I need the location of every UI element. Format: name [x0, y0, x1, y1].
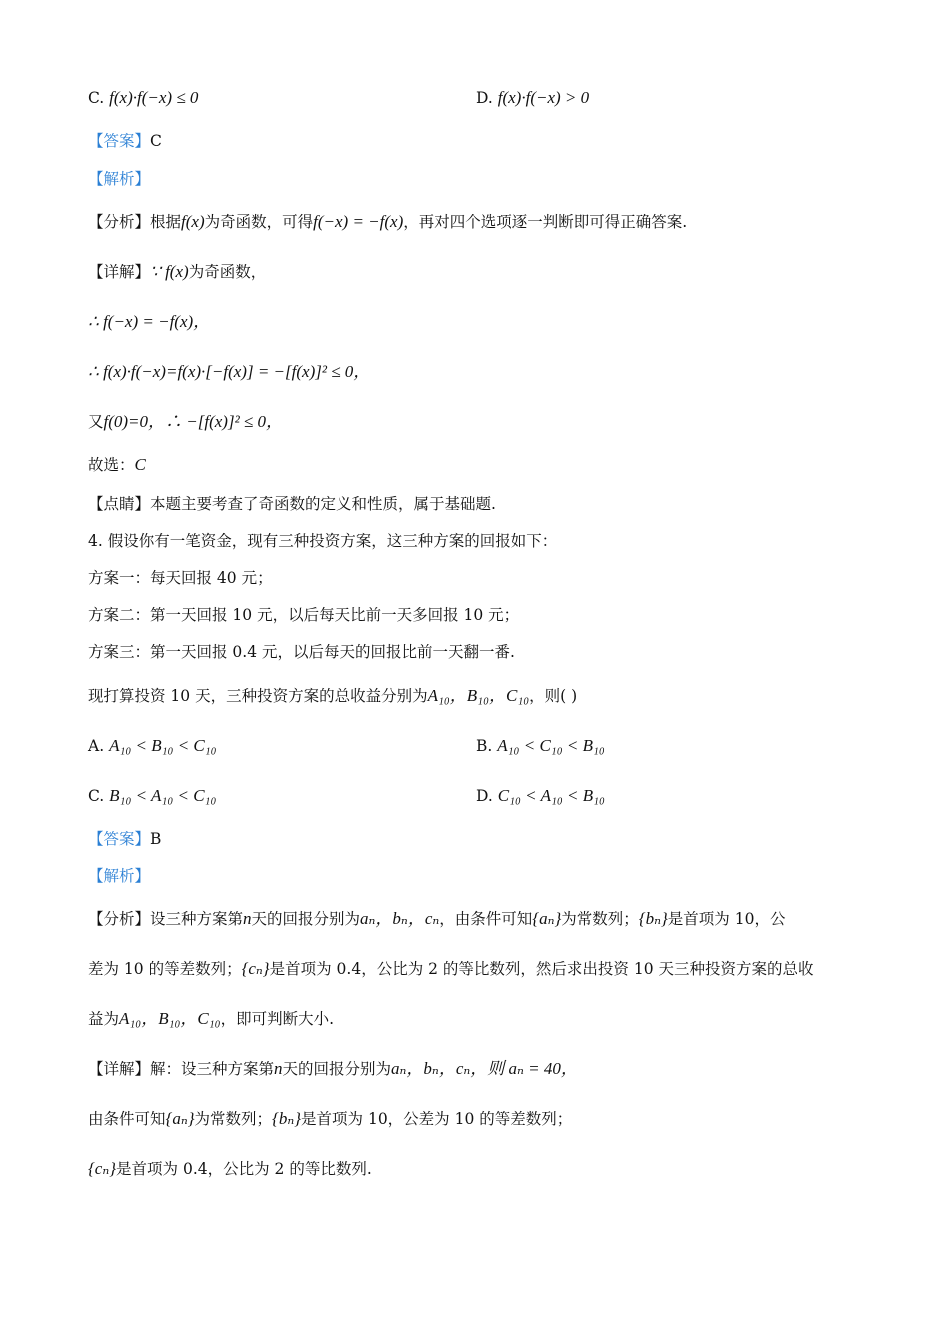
q4-xiangjie-line3	[88, 1157, 372, 1181]
answer-value: B	[150, 830, 162, 848]
math: n	[243, 909, 252, 928]
text: 为奇函数，	[188, 263, 267, 281]
option-label: A.	[88, 737, 105, 755]
option-math: B₁₀ < A₁₀ < C₁₀	[109, 786, 217, 805]
text: 是首项为 0.4，公比为 2 的等比数列，然后求出投资 10 天三种投资方案的总收	[269, 960, 814, 978]
option-math: A₁₀ < B₁₀ < C₁₀	[109, 736, 217, 755]
q3-dianjing	[88, 492, 496, 516]
q3-answer	[88, 129, 162, 153]
text: 益为	[88, 1010, 120, 1028]
q4-plan1: 方案一：每天回报 40 元；	[88, 569, 273, 587]
option-math: f(x)·f(−x) > 0	[497, 88, 590, 107]
answer-value: C	[150, 132, 162, 150]
q4-xiangjie-line2	[88, 1107, 572, 1131]
text: 又	[88, 413, 104, 431]
text: 天的回报分别为	[282, 1060, 392, 1078]
text: 差为 10 的等差数列；	[88, 960, 242, 978]
text: 是首项为 10，公差为 10 的等差数列；	[301, 1110, 573, 1128]
math: A₁₀，B₁₀，C₁₀	[427, 686, 530, 705]
q4-fenxi-line1	[88, 907, 785, 931]
q4-stem: 4. 假设你有一笔资金，现有三种投资方案，这三种方案的回报如下：	[88, 532, 558, 550]
text: 故选：	[88, 456, 135, 474]
fenxi-tag: 【分析】	[88, 910, 151, 928]
q3-step5	[88, 453, 146, 477]
q3-xiangjie-step1	[88, 260, 266, 284]
option-math: A₁₀ < C₁₀ < B₁₀	[497, 736, 605, 755]
q4-plan3: 方案三：第一天回报 0.4 元，以后每天的回报比前一天翻一番.	[88, 643, 515, 661]
text: 是首项为 10，公	[667, 910, 786, 928]
text: 现打算投资 10 天，三种投资方案的总收益分别为	[88, 687, 428, 705]
math: f(0)=0，∴ −[f(x)]² ≤ 0，	[103, 412, 284, 431]
q3-option-d	[476, 86, 589, 110]
text: ，再对四个选项逐一判断即可得正确答案.	[403, 213, 688, 231]
q4-option-b	[476, 734, 605, 758]
fenxi-tag: 【分析】	[88, 213, 151, 231]
q4-analysis-heading	[88, 864, 150, 888]
text: ，即可判断大小.	[220, 1010, 335, 1028]
math: ∵ f(x)	[150, 262, 189, 281]
dianjing-tag: 【点睛】	[88, 495, 151, 513]
text: 根据	[150, 213, 182, 231]
q3-option-c	[88, 86, 198, 110]
option-label: D.	[476, 787, 493, 805]
xiangjie-tag: 【详解】	[88, 1060, 151, 1078]
q4-plan2: 方案二：第一天回报 10 元，以后每天比前一天多回报 10 元；	[88, 606, 520, 624]
analysis-tag: 【解析】	[88, 867, 151, 885]
option-label: C.	[88, 89, 105, 107]
math: {cₙ}	[241, 959, 270, 978]
text: 由条件可知	[88, 1110, 166, 1128]
text: ，则( )	[529, 687, 578, 705]
q4-option-c	[88, 784, 216, 808]
q3-step3: ∴ f(x)·f(−x)=f(x)·[−f(x)] = −[f(x)]² ≤ 0，	[88, 362, 371, 381]
answer-tag: 【答案】	[88, 132, 151, 150]
q3-fenxi	[88, 210, 687, 234]
q4-fenxi-line3	[88, 1007, 334, 1031]
xiangjie-tag: 【详解】	[88, 263, 151, 281]
q4-option-d	[476, 784, 605, 808]
math: f(x)	[181, 212, 205, 231]
option-label: B.	[476, 737, 493, 755]
q3-analysis-heading	[88, 167, 150, 191]
text: 为奇函数，可得	[204, 213, 314, 231]
q4-option-a	[88, 734, 217, 758]
text: 是首项为 0.4，公比为 2 的等比数列.	[116, 1160, 372, 1178]
q4-ask	[88, 684, 577, 708]
text: 为常数列；	[561, 910, 639, 928]
math: A₁₀，B₁₀，C₁₀	[119, 1009, 221, 1028]
math: {aₙ}	[165, 1109, 195, 1128]
option-label: D.	[476, 89, 493, 107]
q3-step2: ∴ f(−x) = −f(x)，	[88, 312, 211, 331]
math: {aₙ}	[532, 909, 562, 928]
q4-fenxi-line2	[88, 957, 814, 981]
option-math: f(x)·f(−x) ≤ 0	[109, 88, 199, 107]
math: aₙ，bₙ，cₙ，则 aₙ = 40，	[391, 1059, 578, 1078]
math: f(−x) = −f(x)	[313, 212, 404, 231]
option-math: C₁₀ < A₁₀ < B₁₀	[497, 786, 605, 805]
math: {bₙ}	[638, 909, 668, 928]
math: C	[134, 455, 146, 474]
q3-step4	[88, 410, 283, 434]
math: {bₙ}	[272, 1109, 302, 1128]
q4-answer	[88, 827, 161, 851]
answer-tag: 【答案】	[88, 830, 151, 848]
text: 为常数列；	[194, 1110, 273, 1128]
analysis-tag: 【解析】	[88, 170, 151, 188]
text: 天的回报分别为	[251, 910, 361, 928]
math: n	[274, 1059, 283, 1078]
q4-xiangjie-line1	[88, 1057, 578, 1081]
option-label: C.	[88, 787, 105, 805]
text: 设三种方案第	[150, 910, 244, 928]
math: {cₙ}	[88, 1159, 117, 1178]
math: aₙ，bₙ，cₙ	[360, 909, 440, 928]
text: 本题主要考查了奇函数的定义和性质，属于基础题.	[150, 495, 496, 513]
text: ，由条件可知	[439, 910, 533, 928]
text: 解：设三种方案第	[150, 1060, 275, 1078]
